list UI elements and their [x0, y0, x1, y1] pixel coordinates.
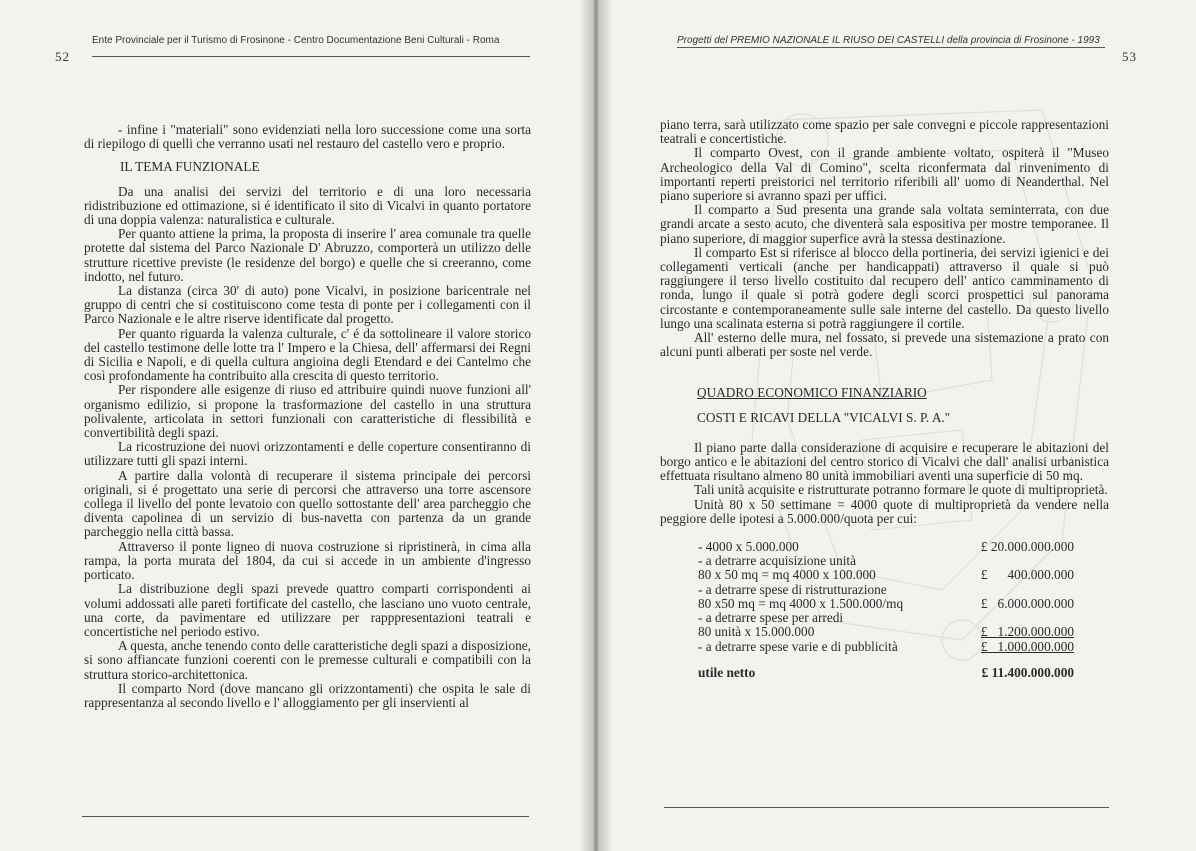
left-running-header: Ente Provinciale per il Turismo di Frosinone - Centro Documentazione Beni Culturali - Roma: [92, 35, 500, 46]
paragraph: Attraverso il ponte ligneo di nuova costruzione si ripristinerà, in cima alla rampa, la porta murata del 1804, da cui si accede in un ambiente d'ingresso porticato.: [84, 538, 531, 583]
section-title-economic: QUADRO ECONOMICO FINANZIARIO: [697, 385, 927, 401]
paragraph: Il comparto Ovest, con il grande ambiente voltato, ospiterà il "Museo Archeologico della Val di Comino", scelta riconfermata dal rinvenimento di importanti reperti preistorici nel territorio riferibili all' uomo di Neanderthal. Nel piano superiore si avranno spazi per uffici.: [660, 145, 1109, 204]
ledger-amount: £ 400.000.000: [980, 567, 1074, 583]
paragraph: La distribuzione degli spazi prevede quattro comparti corrispondenti ai volumi addossati alle pareti fortificate del castello, che lasciano uno vuoto centrale, una corte, da pavimentare ed utilizzare per rapppresentazioni teatrali e concertistiche nel periodo estivo.: [84, 581, 531, 639]
paragraph: - infine i "materiali" sono evidenziati nella loro successione come una sorta di riepilogo di quelli che verranno usati nel restauro del castello vero e proprio.: [84, 122, 531, 152]
left-header-rule: [92, 56, 530, 57]
ledger-label: 80 x50 mq = mq 4000 x 1.500.000/mq: [698, 595, 904, 611]
ledger-row: [698, 540, 1074, 554]
ledger-amount: £ 6.000.000.000: [980, 595, 1074, 611]
left-page: [0, 0, 592, 851]
ledger-row: [698, 640, 1074, 654]
section-subtitle-costs: COSTI E RICAVI DELLA "VICALVI S. P. A.": [697, 409, 951, 425]
paragraph: Per quanto riguarda la valenza culturale, c' é da sottolineare il valore storico del castello testimone delle lotte tra l' Impero e la Chiesa, dell' affermarsi dei Regni di Sicilia e Napoli, e di quella cultura angioina degli Etendard e dei Cantelmo che così profondamente ha contribuito alla crescita di questo territorio.: [84, 325, 531, 384]
paragraph: A partire dalla volontà di recuperare il sistema principale dei percorsi originali, si é progettato una serie di percorsi che attraverso una torre ascensore collega il livello del ponte levatoio con quello sottostante dell' area parcheggio che diventa capolinea di un servizio di bus-navetta con partenza da un grande parcheggio nella città bassa.: [84, 467, 531, 540]
ledger-row: [698, 611, 1074, 625]
paragraph: Il comparto Nord (dove mancano gli orizzontamenti) che ospita le sale di rappresentanza al secondo livello e l' alloggiamento per gli inservienti al: [84, 680, 531, 710]
paragraph: Il comparto a Sud presenta una grande sala voltata seminterrata, con due grandi arcate a sesto acuto, che diventerà sala espositiva per mostre temporanee. Il piano superiore, di maggior superfice avrà la stessa destinazione.: [660, 202, 1109, 246]
paragraph: Per rispondere alle esigenze di riuso ed attribuire quindi nuove funzioni all' organismo edilizio, si propone la trasformazione del castello in una struttura polivalente, articolata in settori funzionali con caratteristiche di flessibilità e convertibilità degli spazi.: [84, 382, 531, 441]
left-page-number: 52: [55, 49, 70, 64]
net-profit-label: utile netto: [698, 664, 756, 680]
paragraph: La ricostruzione dei nuovi orizzontamenti e delle coperture consentiranno di utilizzare tutti gli spazi interni.: [84, 439, 531, 469]
ledger-label: - a detrarre spese per arredi: [698, 610, 844, 626]
ledger-label: - a detrarre spese varie e di pubblicità: [698, 638, 898, 654]
ledger-label: - a detrarre spese di ristrutturazione: [698, 581, 887, 597]
net-profit-amount: £ 11.400.000.000: [981, 664, 1074, 680]
ledger-label: 80 unità x 15.000.000: [698, 624, 815, 640]
right-page: [602, 0, 1196, 851]
paragraph: A questa, anche tenendo conto delle caratteristiche degli spazi a disposizione, si sono affiancate funzioni coerenti con le premesse culturali e compatibili con la struttura storico-architettonica.: [84, 638, 531, 682]
ledger-amount: £ 1.200.000.000: [980, 624, 1074, 640]
right-page-number: 53: [1122, 49, 1137, 64]
ledger-row: [698, 625, 1074, 639]
ledger-amount: £ 20.000.000.000: [980, 539, 1074, 555]
paragraph: All' esterno delle mura, nel fossato, si prevede una sistemazione a prato con alcuni punti alberati per soste nel verde.: [660, 330, 1109, 360]
financial-ledger: [698, 540, 1074, 680]
section-title: IL TEMA FUNZIONALE: [120, 159, 260, 175]
ledger-row: [698, 568, 1074, 582]
ledger-net-row: [698, 666, 1074, 680]
ledger-amount: £ 1.000.000.000: [980, 638, 1074, 654]
paragraph: Unità 80 x 50 settimane = 4000 quote di multiproprietà da vendere nella peggiore delle ipotesi a 5.000.000/quota per cui:: [660, 496, 1109, 526]
paragraph: Il comparto Est si riferisce al blocco della portineria, dei servizi igienici e dei collegamenti verticali (anche per handicappati) attraverso il quale si può raggiungere il terso livello costituito dal recupero dell' antico camminamento di ronda, lungo il quale si potrà godere degli scorci prospettici sul panorama circostante e contemporaneamente sulle sale interne del castello. Da questo livello lungo una scalinata esterna si potrà raggiungere il cortile.: [660, 244, 1109, 331]
paragraph: Il piano parte dalla considerazione di acquisire e recuperare le abitazioni del borgo antico e le abitazioni del centro storico di Vicalvi che dall' analisi urbanistica effettuata risultano almeno 80 unità immobiliari aventi una superficie di 50 mq.: [660, 439, 1109, 484]
ledger-label: - 4000 x 5.000.000: [698, 539, 799, 555]
right-running-header: Progetti del PREMIO NAZIONALE IL RIUSO DEI CASTELLI della provincia di Frosinone - 1993: [677, 35, 1100, 46]
paragraph: piano terra, sarà utilizzato come spazio per sale convegni e piccole rappresentazioni teatrali e concertistiche.: [660, 117, 1109, 147]
right-body-text: [660, 118, 1109, 680]
ledger-label: 80 x 50 mq = mq 4000 x 100.000: [698, 567, 876, 583]
right-header-rule: [677, 47, 1105, 48]
book-gutter: [580, 0, 612, 851]
ledger-row: [698, 583, 1074, 597]
left-body-text: [84, 123, 531, 710]
ledger-row: [698, 597, 1074, 611]
right-footer-rule: [664, 807, 1109, 808]
left-footer-rule: [82, 816, 529, 817]
ledger-label: - a detrarre acquisizione unità: [698, 553, 857, 569]
paragraph: Per quanto attiene la prima, la proposta di inserire l' area comunale tra quelle protette dal sistema del Parco Nazionale D' Abruzzo, comporterà un utilizzo delle strutture ricettive previste (le residenze del borgo) e quelle che si creeranno, come indotto, nel futuro.: [84, 226, 531, 284]
ledger-row: [698, 554, 1074, 568]
paragraph: Da una analisi dei servizi del territorio e di una loro necessaria ridistribuzione ed ottimazione, si é identificato il sito di Vicalvi in quanto portatore di una doppia valenza: naturalistica e culturale.: [84, 183, 531, 228]
paragraph: La distanza (circa 30' di auto) pone Vicalvi, in posizione baricentrale nel gruppo di centri che si costituiscono come testa di ponte per i collegamenti con il Parco Nazionale e le altre riserve identificate dal progetto.: [84, 283, 531, 327]
paragraph: Tali unità acquisite e ristrutturate potranno formare le quote di multiproprietà.: [694, 482, 1108, 498]
